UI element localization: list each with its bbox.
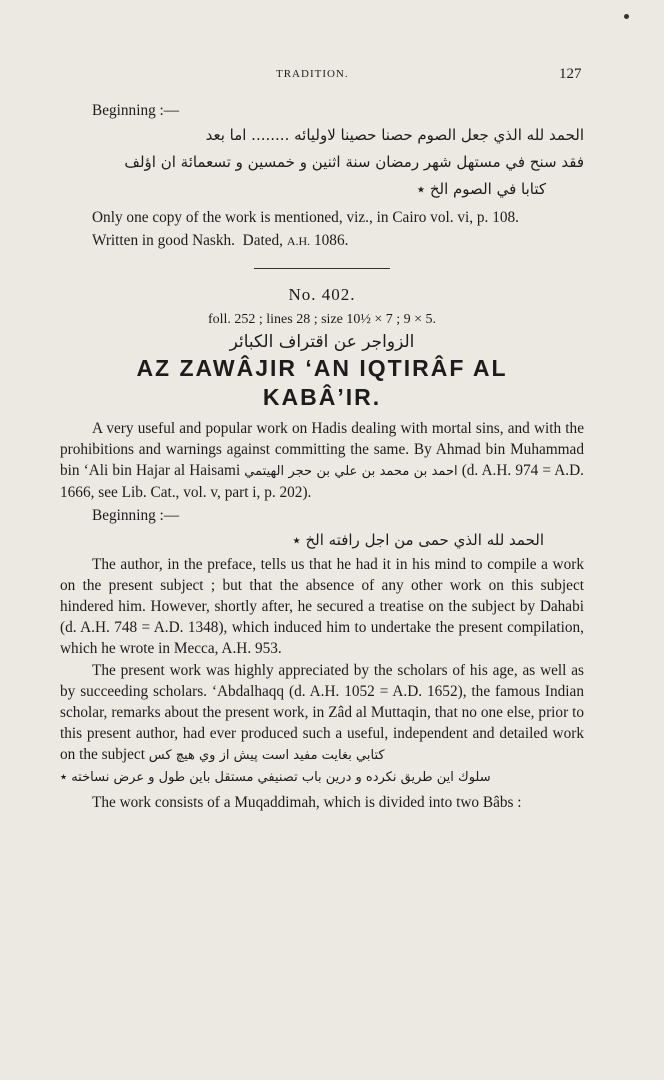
- dated-year: 1086.: [314, 232, 349, 249]
- arabic-incipit-line: كتابا في الصوم الخ ٭: [416, 180, 546, 198]
- written-note: [60, 230, 584, 252]
- collation: foll. 252 ; lines 28 ; size 10½ × 7 ; 9 × 5.: [207, 312, 437, 327]
- entry-title-line: AZ ZAWÂJIR ‘AN IQTIRÂF AL: [136, 355, 508, 381]
- description: [60, 418, 584, 503]
- entry-title: [60, 354, 584, 412]
- page-body: [60, 100, 584, 813]
- page-header: [0, 66, 664, 86]
- persian-quote: كتابي بغايت مفيد است پيش از وي هيچ كس: [148, 748, 385, 763]
- reception-text: The present work was highly appreciated by the scholars of his age, as well as by succeeding scholars. ‘Abdalhaqq (d. A.H. 1052 = A.D. 1652), the famous Indian scholar, remarks about the present work, in Zâd al Muttaqin, that no one else, prior to this present author, had ever produced such a useful, independent and detailed work on the subject: [60, 662, 584, 763]
- preface-paragraph: The author, in the preface, tells us that he had it in his mind to compile a work on the present subject ; but that the absence of any other work on this subject hindered him. However, shortly after, he secured a treatise on the subject by Dahabi (d. A.H. 748 = A.D. 1348), which induced him to undertake the present compilation, which he wrote in Mecca, A.H. 953.: [60, 556, 584, 657]
- beginning-label: Beginning :—: [92, 102, 180, 119]
- arabic-incipit-line: الحمد لله الذي حمى من اجل رافته الخ ٭: [292, 531, 544, 549]
- persian-quote-line: سلوك اين طريق نكرده و درين باب تصنيفي مستقل باين طول و عرض نساخته ٭: [60, 770, 491, 785]
- copy-note: Only one copy of the work is mentioned, viz., in Cairo vol. vi, p. 108.: [92, 209, 519, 226]
- author-name-arabic: احمد بن محمد بن علي بن حجر الهيتمي: [244, 464, 458, 479]
- entry-title-line: KABÂ’IR.: [262, 384, 382, 410]
- beginning-label: Beginning :—: [92, 507, 180, 524]
- dated-label: Dated,: [242, 232, 283, 249]
- description-text: A very useful and popular work on Hadis dealing with mortal sins, and with the prohibitions and warnings against committing the same. By Ahmad bin Muhammad bin ‘Ali bin Hajar al Haisami: [60, 420, 584, 479]
- ink-speck: [624, 14, 629, 19]
- arabic-incipit-line: فقد سنح في مستهل شهر رمضان سنة اثنين و خمسين و تسعمائة ان اؤلف: [124, 153, 584, 171]
- section-divider: [254, 268, 390, 269]
- era-label: A.H.: [286, 234, 311, 248]
- structure-paragraph: The work consists of a Muqaddimah, which is divided into two Bâbs :: [92, 794, 522, 811]
- page-number: 127: [559, 66, 582, 82]
- script-note: Written in good Naskh.: [92, 232, 235, 249]
- reception-paragraph: [60, 660, 584, 766]
- arabic-title: الزواجر عن اقتراف الكبائر: [229, 332, 415, 352]
- arabic-incipit-line: الحمد لله الذي جعل الصوم حصنا حصينا لاوليائه ........ اما بعد: [205, 126, 584, 144]
- entry-number: No. 402.: [288, 285, 356, 304]
- description-dates: (d. A.H. 974 = A.D. 1666, see Lib. Cat., vol. v, part i, p. 202).: [60, 462, 584, 501]
- running-head: TRADITION.: [276, 68, 349, 80]
